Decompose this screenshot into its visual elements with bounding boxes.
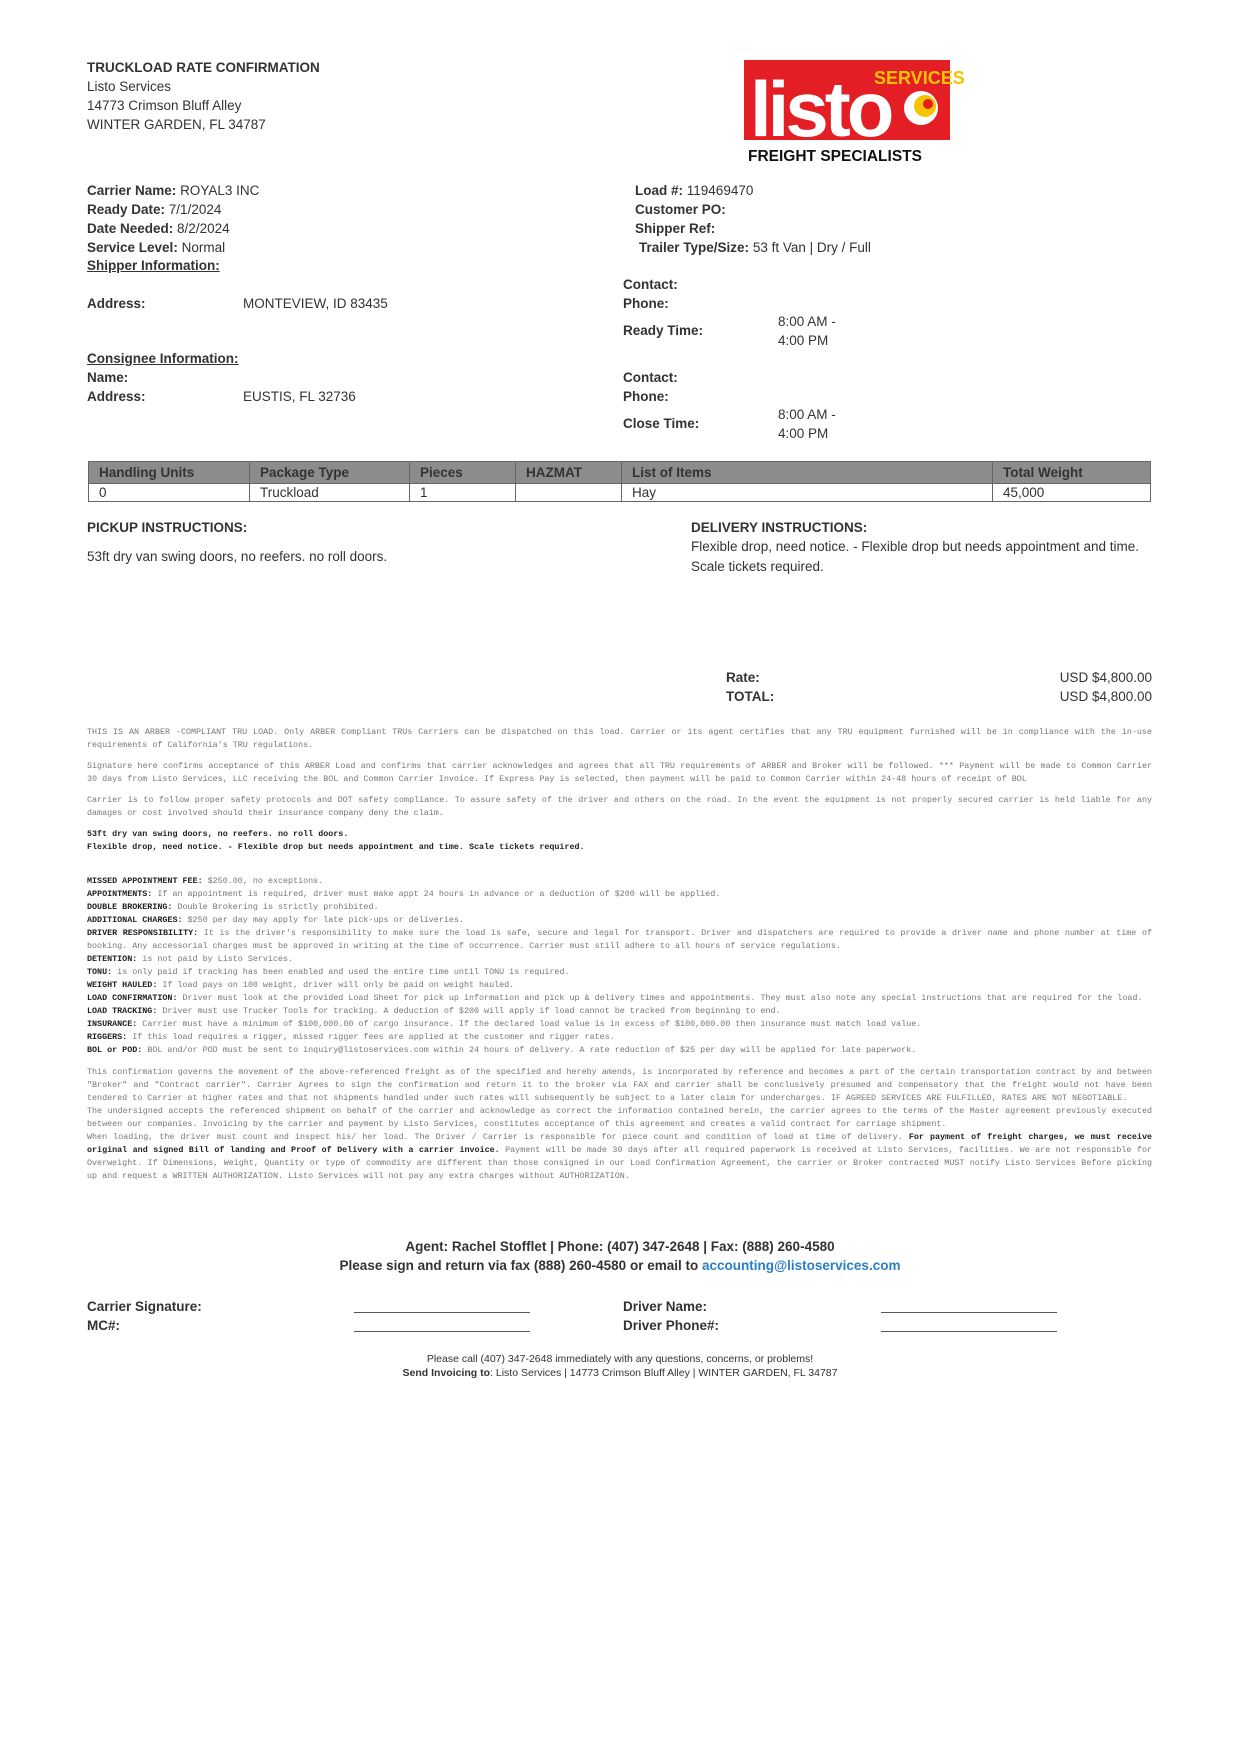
customer-po-label: Customer PO:: [635, 202, 726, 217]
return-text: Please sign and return via fax (888) 260-4580 or email to: [339, 1258, 702, 1273]
list-item: DETENTION: is not paid by Listo Services.: [87, 954, 294, 964]
footer-invoice-address: : Listo Services | 14773 Crimson Bluff Alley | WINTER GARDEN, FL 34787: [490, 1367, 838, 1379]
service-level-label: Service Level:: [87, 240, 178, 255]
close-time-start: 8:00 AM -: [778, 407, 836, 422]
trailer-row: [639, 238, 871, 257]
ready-date-value: 7/1/2024: [168, 202, 222, 217]
cell-package-type: Truckload: [250, 484, 410, 502]
trailer-value: 53 ft Van | Dry / Full: [752, 240, 871, 255]
date-needed-row: [87, 219, 230, 238]
listo-logo: [744, 58, 965, 165]
close-time-label: Close Time:: [623, 416, 700, 431]
col-total-weight: Total Weight: [993, 462, 1151, 484]
agent-line: Agent: Rachel Stofflet | Phone: (407) 347-2648 | Fax: (888) 260-4580: [405, 1239, 835, 1254]
rate-label: Rate:: [726, 670, 760, 685]
cell-hazmat: [516, 484, 622, 502]
contract-governs-text: This confirmation governs the movement of the above-referenced freight as of the specified and hereby amends, is incorporated by reference and becomes a part of the certain transportation contract by and between "Broker" and "Contract carrier". Carrier Agrees to sign the confirmation and return it to the broker via FAX and carrier shall be conclusively presumed and compensatory that the freight would not have been tendered to Carrier at higher rates and that not shipments handled under such rates will subsequently be subject to a later claim for undercharges. IF AGREED SERVICES ARE FULFILLED, RATES ARE NOT NEGOTIABLE.: [87, 1067, 1152, 1103]
load-number-label: Load #:: [635, 183, 684, 198]
total-value: USD $4,800.00: [1059, 689, 1152, 704]
pickup-text: 53ft dry van swing doors, no reefers. no roll doors.: [87, 549, 388, 564]
ready-date-label: Ready Date:: [87, 202, 166, 217]
terms-list: [87, 875, 1152, 1057]
carrier-signature-label: Carrier Signature:: [87, 1299, 202, 1314]
company-header: [87, 58, 320, 134]
customer-po-row: [635, 200, 726, 219]
ready-time-label: Ready Time:: [623, 323, 704, 338]
driver-name-field[interactable]: [881, 1312, 1057, 1313]
carrier-name-value: ROYAL3 INC: [180, 183, 260, 198]
payment-notice: Signature here confirms acceptance of this ARBER Load and confirms that carrier acknowledges and agrees that all TRU requirements of ARBER and Broker will be followed. *** Payment will be made to Common Carrier 30 days from Listo Services, LLC receiving the BOL and Common Carrier Invoice. If Express Pay is selected, then payment will be paid to Common Carrier within 24-48 hours of receipt of BOL: [87, 761, 1152, 784]
accounting-email-link[interactable]: accounting@listoservices.com: [701, 1258, 901, 1273]
items-table: [88, 461, 1151, 502]
acceptance-text: The undersigned accepts the referenced shipment on behalf of the carrier and acknowledge as correct the information contained herein, the carrier agrees to the terms of the Master agreement previously executed between our companies. Invoicing by the carrier and payment by Listo Services, constitutes acceptance of this agreement and creates a valid contract for carriage shipment.: [87, 1106, 1152, 1129]
cell-total-weight: 45,000: [993, 484, 1151, 502]
ready-time-start: 8:00 AM -: [778, 314, 836, 329]
carrier-name-label: Carrier Name:: [87, 183, 177, 198]
col-handling-units: Handling Units: [89, 462, 250, 484]
shipper-address-value: MONTEVIEW, ID 83435: [243, 296, 388, 311]
carrier-name-row: [87, 181, 259, 200]
delivery-heading: DELIVERY INSTRUCTIONS:: [691, 520, 868, 535]
driver-phone-label: Driver Phone#:: [623, 1318, 720, 1333]
service-level-row: [87, 238, 225, 257]
logo-brand-text: listo: [750, 65, 891, 153]
consignee-heading: Consignee Information:: [87, 351, 239, 366]
shipper-heading: Shipper Information:: [87, 258, 220, 273]
mc-number-label: MC#:: [87, 1318, 120, 1333]
ready-date-row: [87, 200, 221, 219]
list-item: DRIVER RESPONSIBILITY: It is the driver's responsibility to make sure the load is safe, secure and legal for transport. Driver and dispatchers are required to provide a driver name and phone number at time of booking. Any accessorial charges must be approved in writing at the time of occurrence. Carrier must still adhere to all hours of service regulations.: [87, 928, 1152, 951]
close-time-end: 4:00 PM: [778, 426, 829, 441]
carrier-signature-field[interactable]: [354, 1312, 530, 1313]
footer-invoice-label: Send Invoicing to: [402, 1367, 491, 1379]
loading-text: When loading, the driver must count and inspect his/ her load. The Driver / Carrier is responsible for piece count and condition of load at time of delivery. For payment of freight charges, we must receive original and signed Bill of landing and Proof of Delivery with a carrier invoice. Payment will be made 30 days after all required paperwork is received at Listo Services, facilities. We are not responsible for Overweight. If Dimensions, Weight, Quantity or type of commodity are different than those consigned in our Load Confirmation Agreement, the carrier or Broker contracted MUST notify Listo Services Before picking up and request a WRITTEN AUTHORIZATION. Listo Services will not pay any extra charges without AUTHORIZATION.: [87, 1132, 1152, 1181]
shipper-phone-label: Phone:: [623, 296, 669, 311]
logo-graphic: [744, 58, 965, 165]
list-item: ADDITIONAL CHARGES: $250 per day may apply for late pick-ups or deliveries.: [87, 915, 464, 925]
consignee-name-label: Name:: [87, 370, 129, 385]
cell-list-of-items: Hay: [622, 484, 993, 502]
list-item: TONU: is only paid if tracking has been enabled and used the entire time until TONU is required.: [87, 967, 570, 977]
consignee-contact-label: Contact:: [623, 370, 678, 385]
list-item: MISSED APPOINTMENT FEE: $250.00, no exceptions.: [87, 876, 324, 886]
document-title: TRUCKLOAD RATE CONFIRMATION: [87, 60, 320, 75]
shipper-address-label: Address:: [87, 296, 146, 311]
load-number-value: 119469470: [686, 183, 754, 198]
col-pieces: Pieces: [410, 462, 516, 484]
list-item: APPOINTMENTS: If an appointment is required, driver must make appt 24 hours in advance or a deduction of $200 will be applied.: [87, 889, 721, 899]
items-header-row: [89, 462, 1151, 484]
rate-value: USD $4,800.00: [1059, 670, 1152, 685]
load-number-row: [635, 181, 753, 200]
safety-notice: Carrier is to follow proper safety protocols and DOT safety compliance. To assure safety of the driver and others on the road. In the event the equipment is not properly secured carrier is held liable for any damages or cost involved should their insurance company deny the claim.: [87, 795, 1152, 818]
cell-handling-units: 0: [89, 484, 250, 502]
logo-tagline: FREIGHT SPECIALISTS: [748, 148, 922, 165]
footer-call-line: Please call (407) 347-2648 immediately with any questions, concerns, or problems!: [426, 1353, 814, 1365]
col-package-type: Package Type: [250, 462, 410, 484]
arber-notice: THIS IS AN ARBER -COMPLIANT TRU LOAD. Only ARBER Compliant TRUs Carriers can be dispatched on this load. Carrier or its agent certifies that any TRU equipment furnished will be in compliance with the in-use requirements of California's TRU regulations.: [87, 727, 1152, 750]
driver-phone-field[interactable]: [881, 1331, 1057, 1332]
list-item: LOAD CONFIRMATION: Driver must look at the provided Load Sheet for pick up information and pick up & delivery times and appointments. They must also note any special instructions that are required for the load.: [87, 993, 1143, 1003]
shipper-ref-row: [635, 219, 715, 238]
total-label: TOTAL:: [726, 689, 775, 704]
legal-terms: [87, 726, 1152, 1183]
list-item: INSURANCE: Carrier must have a minimum of $100,000.00 of cargo insurance. If the declared load value is in excess of $100,000.00 then insurance must match load value.: [87, 1019, 922, 1029]
service-level-value: Normal: [181, 240, 226, 255]
company-name: Listo Services: [87, 79, 172, 94]
special-instructions-1: 53ft dry van swing doors, no reefers. no roll doors.: [87, 829, 349, 839]
list-item: BOL or POD: BOL and/or POD must be sent to inquiry@listoservices.com within 24 hours of delivery. A rate reduction of $25 per day will be applied for late paperwork.: [87, 1045, 917, 1055]
contract-terms: [87, 1066, 1152, 1183]
col-list-of-items: List of Items: [622, 462, 993, 484]
company-street: 14773 Crimson Bluff Alley: [87, 98, 242, 113]
special-instructions-2: Flexible drop, need notice. - Flexible drop but needs appointment and time. Scale tickets required.: [87, 842, 585, 852]
pickup-heading: PICKUP INSTRUCTIONS:: [87, 520, 248, 535]
mc-number-field[interactable]: [354, 1331, 530, 1332]
logo-services-text: SERVICES: [874, 68, 965, 88]
date-needed-value: 8/2/2024: [177, 221, 230, 236]
consignee-address-value: EUSTIS, FL 32736: [243, 389, 356, 404]
list-item: LOAD TRACKING: Driver must use Trucker Tools for tracking. A deduction of $200 will apply if load cannot be tracked from beginning to end.: [87, 1006, 781, 1016]
date-needed-label: Date Needed:: [87, 221, 174, 236]
list-item: RIGGERS: If this load requires a rigger, missed rigger fees are applied at the customer and rigger rates.: [87, 1032, 615, 1042]
shipper-contact-label: Contact:: [623, 277, 678, 292]
list-item: DOUBLE BROKERING: Double Brokering is strictly prohibited.: [87, 902, 379, 912]
consignee-address-label: Address:: [87, 389, 146, 404]
list-item: WEIGHT HAULED: If load pays on 100 weight, driver will only be paid on weight hauled.: [87, 980, 515, 990]
company-city: WINTER GARDEN, FL 34787: [87, 117, 266, 132]
return-line: [0, 1256, 1240, 1275]
table-row: [89, 484, 1151, 502]
trailer-label: Trailer Type/Size:: [639, 240, 750, 255]
col-hazmat: HAZMAT: [516, 462, 622, 484]
cell-pieces: 1: [410, 484, 516, 502]
ready-time-end: 4:00 PM: [778, 333, 829, 348]
delivery-text: Flexible drop, need notice. - Flexible drop but needs appointment and time. Scale tickets required.: [691, 539, 1140, 574]
shipper-ref-label: Shipper Ref:: [635, 221, 716, 236]
footer-invoice-line: [0, 1366, 1240, 1380]
driver-name-label: Driver Name:: [623, 1299, 708, 1314]
consignee-phone-label: Phone:: [623, 389, 669, 404]
